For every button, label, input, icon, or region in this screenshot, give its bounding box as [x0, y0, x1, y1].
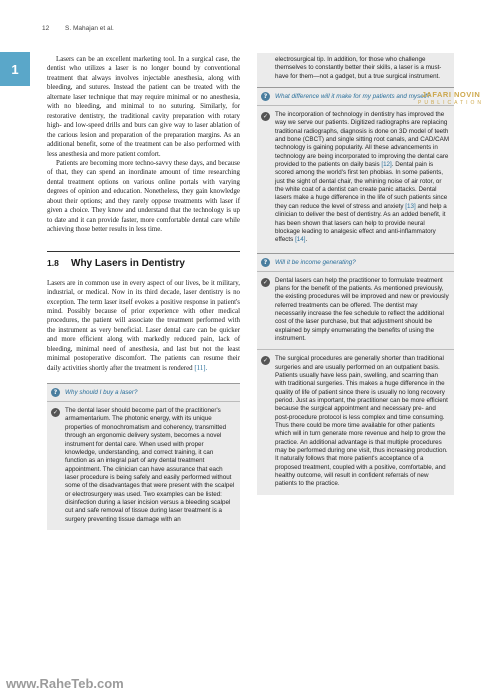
citation[interactable]: [14] — [295, 236, 306, 244]
answer-row — [257, 105, 454, 251]
answer-row — [257, 349, 454, 495]
answer-text: The dental laser should become part of the practitioner's armamentarium. The photonic energy, with its unique properties of monochromatism and coherency, transmitted through an ergonomic delivery system, becomes a novel instrument for dental care. When used with proper knowledge, understanding, and correct training, it can function as an integral part of any dental treatment appointment. The clinician can have assurance that each laser procedure is being safely and easily performed without some of the disadvantages that were present with the scalpel or electrosurgery was used. Two examples can be listed: disinfection during a laser incision versus a bleeding scalpel cut and safe removal of tissue during laser treatment is a surgery preventing tissue damage with an — [65, 407, 235, 523]
running-authors: S. Mahajan et al. — [65, 25, 114, 32]
right-column — [257, 53, 454, 495]
body-paragraph: Lasers can be an excellent marketing tool. In a surgical case, the dentist who utilizes a laser is no longer bound by conventional treatment that always involves injectable anesthesia, along with bleeding, and sutures. Instead the patient can be treated with the alternate laser technique that may require minimal or no anesthesia, with no bleeding, and minimal to no suturing. Similarly, for restorative dentistry, the traditional cavity preparation with rotary high- and low-speed drills and burs can give way to laser ablation of the carious lesion and preparation of the preparation margins. As an additional benefit, some of the treatment can be also performed with less anesthesia and more patient comfort. — [47, 56, 240, 158]
qa-box — [47, 383, 240, 530]
citation[interactable]: [12] — [381, 161, 392, 169]
citation[interactable]: [11]. — [194, 364, 208, 372]
watermark-sub: PUBLICATION — [418, 100, 484, 106]
watermark-name: JAFARI NOVIN — [421, 90, 481, 99]
section-number: 1.8 — [47, 257, 59, 268]
question-text: Will it be income generating? — [275, 258, 356, 266]
chapter-tab: 1 — [0, 52, 30, 86]
answer-row — [47, 401, 240, 530]
question-text: Why should I buy a laser? — [65, 389, 138, 397]
answer-text: The surgical procedures are generally shorter than traditional surgeries and are usually performed on an outpatient basis. Patients usually have less pain, swelling, and scarring than with traditional surgeries. This makes a huge difference in the quality of life of patient since there is usually no long recovery period. Just as important, the practitioner can be more efficient because the surgical appointment and necessary pre- and post-procedure protocol is less complex and time consuming. Thus there could be more time available for other patients which will in turn generate more revenue and help to grow the practice. An additional advantage is that multiple procedures may be performed during one visit, thus increasing production. It naturally follows that more patient's acceptance of a proposed treatment, coupled with a positive, comfortable, and healthy outcome, will result in confident referrals of new patients to the practice. — [275, 355, 448, 488]
answer-text: The incorporation of technology in dentistry has improved the way we serve our patients. Digitized radiographs are replacing traditional radiographs, diagnosis is done on 3D model of teeth and bone (CBCT) and single sitting root canals, and CAD/CAM technology is gaining popularity. All these advancements in technology are being incorporated to improving the dental care provided to the patients on daily basis [12]. Dental pain is scored among the world's first ten phobias. In some patients, just the sight of dental chair, the whining noise of air rotor, or the white coat of a dentist can create panic attacks. Dental lasers make a huge difference in the life of such patients since they can reduce the level of stress and anxiety [13] and help a clinician to deliver the best of dentistry. As an added benefit, it has been shown that lasers can help to provide neural blockage leading to analgesic effect and anti-inflammatory effects [14]. — [275, 111, 450, 244]
section-title: Why Lasers in Dentistry — [71, 257, 185, 269]
publisher-watermark — [408, 30, 494, 106]
section-paragraph: Lasers are in common use in every aspect of our lives, be it military, industrial, or medical. Now in its third decade, laser dentistry is no exception. The term laser itself evokes a positive response in patient's mind. Possibly because of prior experience with other medical procedures, the patient will associate the treatment performed with the instrument as very beneficial. Laser dental care can be quicker and more efficient along with markedly reduced pain, lack of bleeding, minimal need of anesthesia, and last but not the least minimal postoperative discomfort. The patients can resume their daily activities shortly after the treatment is rendered [11]. — [47, 279, 240, 372]
check-circle-icon: ✓ — [262, 278, 269, 286]
section-heading — [47, 251, 240, 269]
page-number: 12 — [42, 25, 50, 32]
check-circle-icon: ✓ — [52, 409, 59, 417]
answer-text: Dental lasers can help the practitioner to formulate treatment plans for the benefit of the patients. As mentioned previously, the existing procedures will be improved and new or previously referred treatments can be offered. The dentist may necessarily increase the fee schedule to reflect the additional cost of the laser purchase, but that adjustment should be explained by simply enumerating the benefits of using the instrument. — [275, 276, 449, 342]
question-row — [257, 253, 454, 271]
answer-row — [257, 271, 454, 350]
question-text: What difference will it make for my patients and myself? — [275, 93, 431, 101]
site-watermark: www.RaheTeb.com — [6, 676, 124, 691]
left-column — [47, 55, 240, 530]
question-mark-icon: ? — [51, 388, 60, 397]
running-header — [42, 25, 114, 32]
answer-text: electrosurgical tip. In addition, for those who challenge themselves to constantly better their skills, a laser is a must-have for them—not a gadget, but a true surgical instrument. — [275, 56, 442, 80]
body-paragraph: Patients are becoming more techno-savvy these days, and because of that, they can spend an inordinate amount of time researching dental treatment options on various online portals with varying degrees of opinion and education. Nonetheless, they gain knowledge about their options; and they rarely oppose treatments with laser if given a choice. They know and understand that the technology is up to date and it can provide faster, more comfortable dental care while achieving those better results in less time. — [47, 159, 240, 234]
citation[interactable]: [13] — [405, 202, 416, 210]
check-circle-icon: ✓ — [262, 113, 269, 121]
question-mark-icon: ? — [261, 92, 270, 101]
question-mark-icon: ? — [261, 258, 270, 267]
question-row — [47, 383, 240, 401]
check-circle-icon: ✓ — [262, 357, 269, 365]
